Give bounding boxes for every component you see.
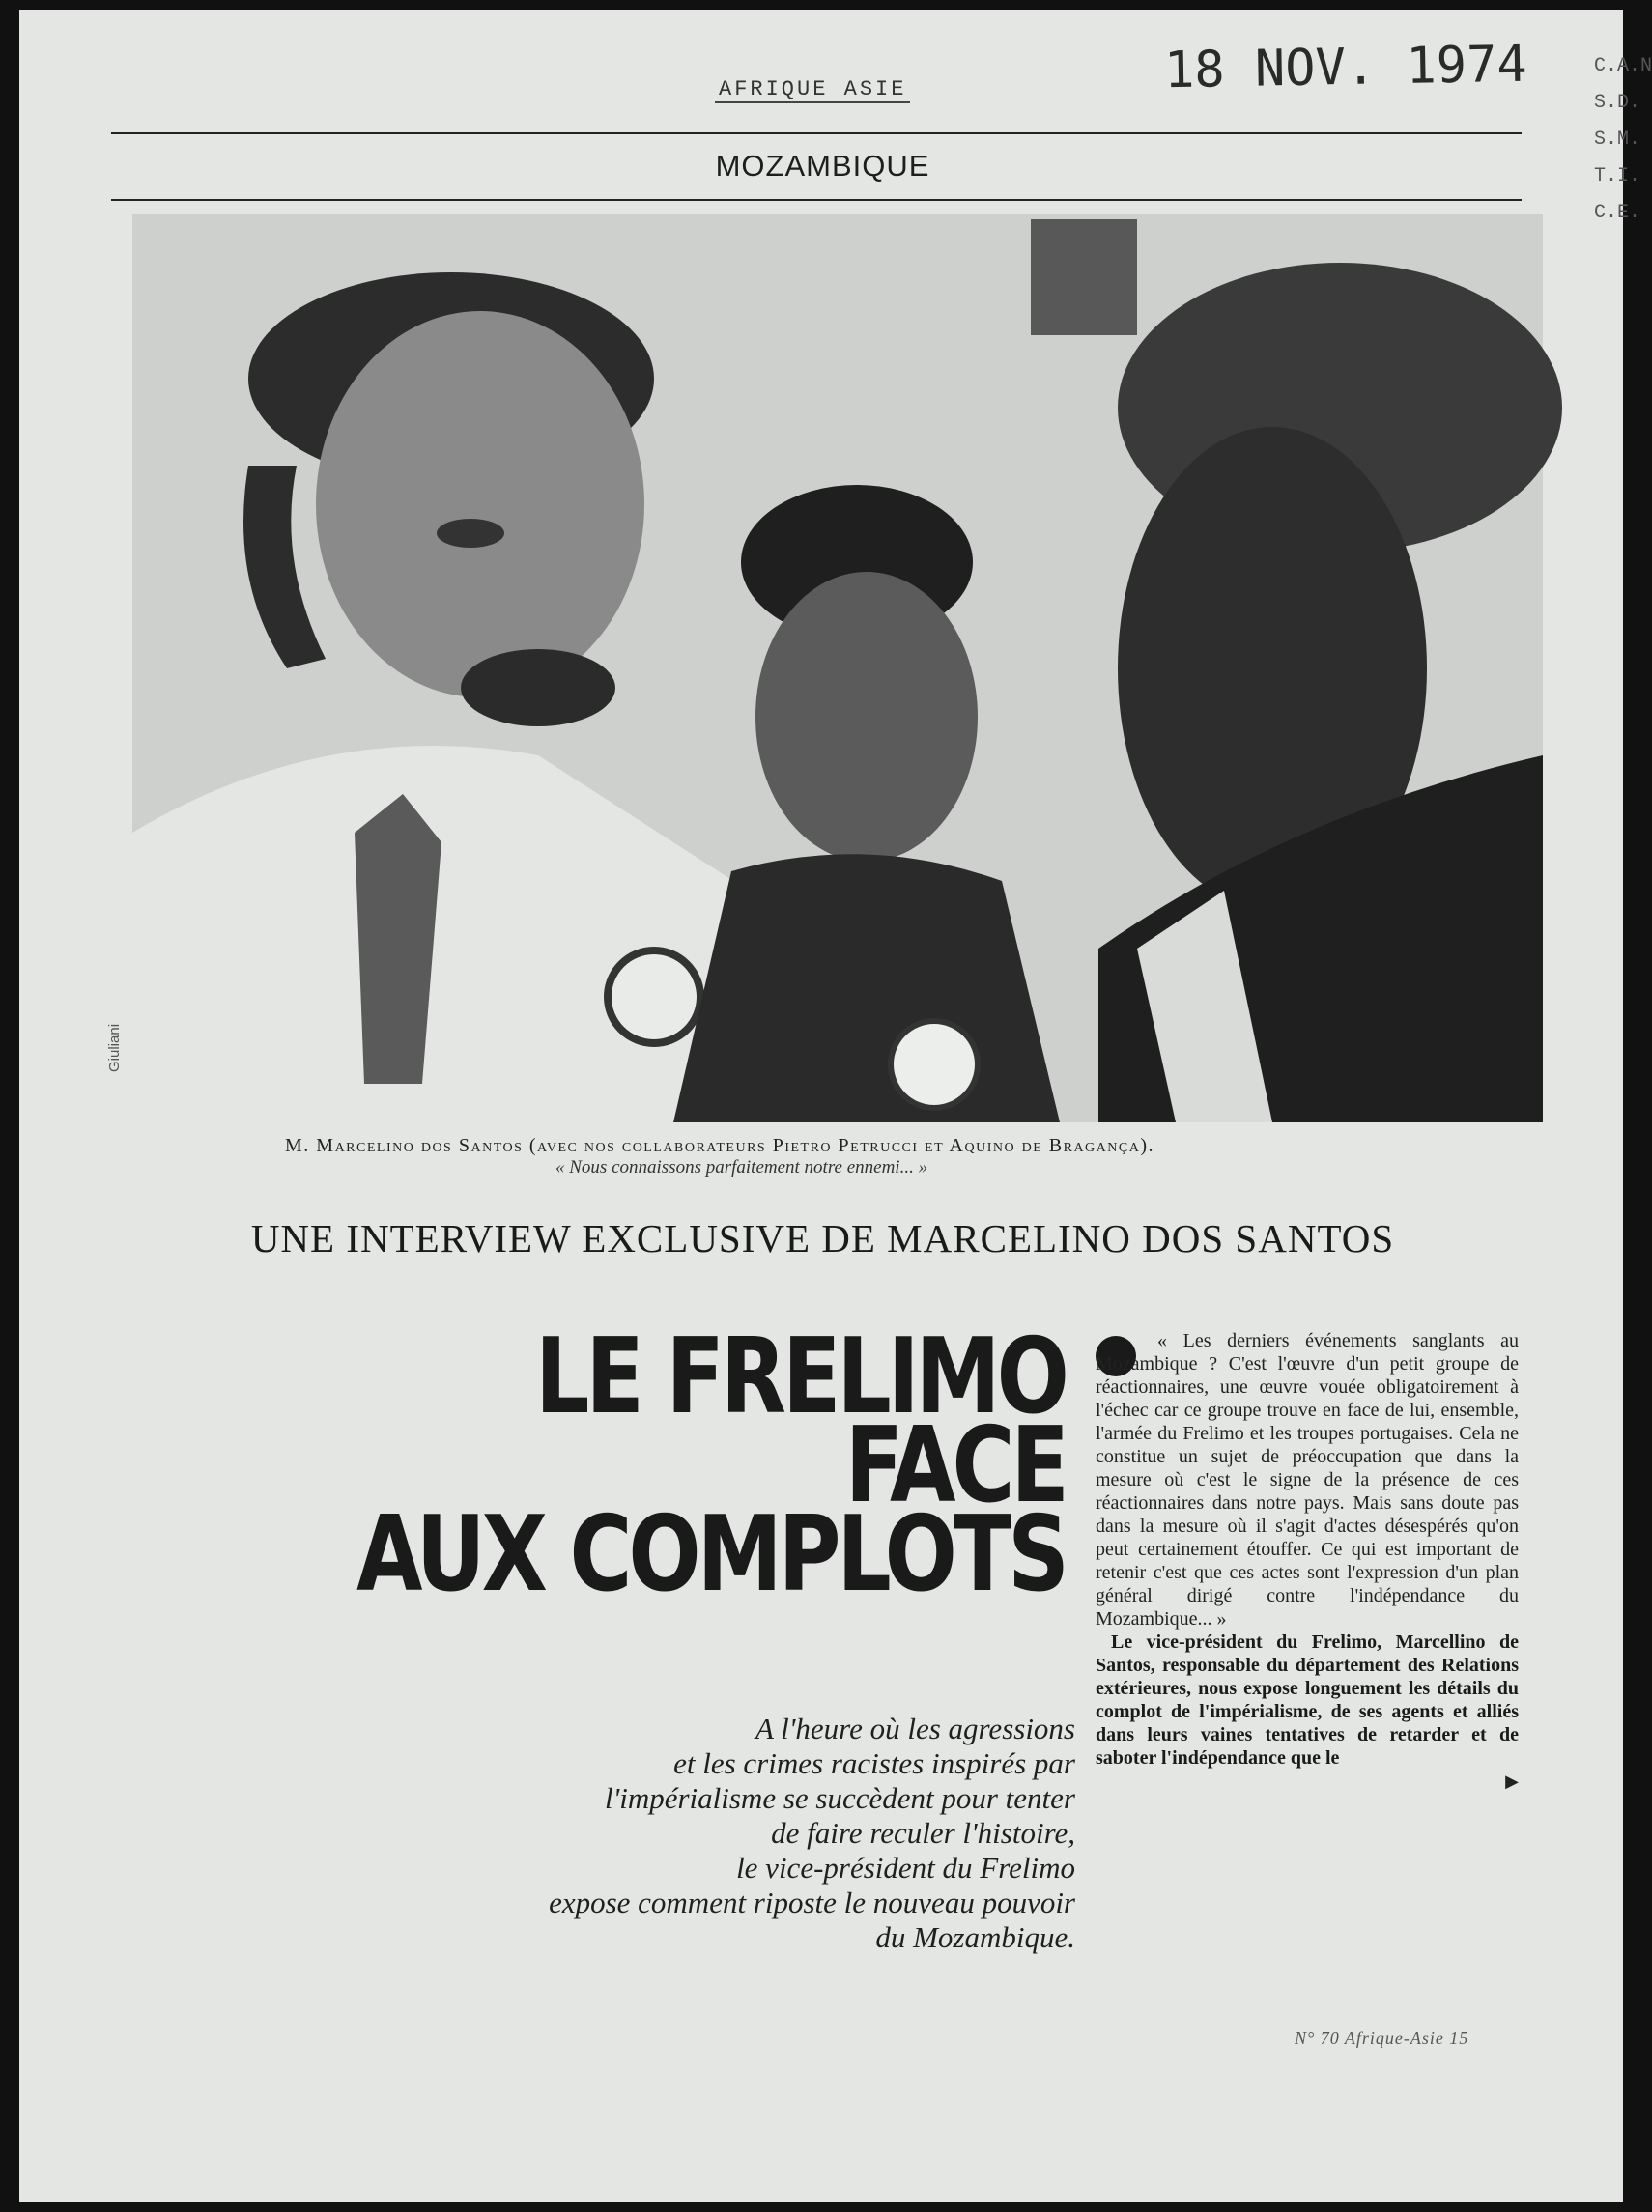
deck-line: de faire reculer l'histoire, xyxy=(771,1816,1075,1850)
date-stamp: 18 NOV. 1974 xyxy=(1163,35,1528,100)
headline xyxy=(356,1317,1066,1615)
deck-line: l'impérialisme se succèdent pour tenter xyxy=(604,1781,1075,1815)
margin-stamp-line: S.M. xyxy=(1594,128,1641,151)
margin-stamp-line: C.A.N xyxy=(1594,55,1652,77)
photo-credit: Giuliani xyxy=(106,1023,123,1072)
photo-caption: M. Marcelino dos Santos (avec nos collaborateurs Pietro Petrucci et Aquino de Bragança). xyxy=(285,1135,1154,1156)
section-rule-top xyxy=(111,132,1522,134)
deck-line: A l'heure où les agressions xyxy=(755,1712,1075,1745)
headline-line: LE FRELIMO xyxy=(535,1317,1066,1437)
photo xyxy=(132,214,1543,1122)
continue-arrow-icon: ▶ xyxy=(1505,1772,1519,1791)
lead-paragraph: Le vice-président du Frelimo, Marcellino de Santos, responsable du département des Relations extérieures, nous expose longuement les détails du complot de l'impérialisme, de ses agents et alliés dans leurs vaines tentatives de retarder et de saboter l'indépendance que le xyxy=(1096,1631,1519,1769)
section-rule-bottom xyxy=(111,199,1522,201)
deck-line: et les crimes racistes inspirés par xyxy=(673,1746,1075,1780)
margin-stamp-line: S.D. xyxy=(1594,92,1641,114)
section-title: MOZAMBIQUE xyxy=(715,149,930,183)
page-folio: N° 70 Afrique-Asie 15 xyxy=(1295,2028,1469,2048)
body-paragraph: « Les derniers événements sanglants au Mozambique ? C'est l'œuvre d'un petit groupe de réactionnaires, une œuvre vouée obligatoirement à l'échec car ce groupe trouve en face de lui, ensemble, l'armée du Frelimo et les troupes portugaises. Cela ne constitue un sujet de préoccupation que dans la mesure où c'est le signe de la présence de ces réactionnaires dans notre pays. Mais sans doute pas dans la mesure où il s'agit d'actes désespérés qu'on peut certainement étouffer. Ce qui est important de retenir c'est que ces actes sont l'expression d'un plan général dirigé contre l'indépendance du Mozambique... » xyxy=(1096,1330,1519,1630)
margin-stamp xyxy=(1594,48,1652,232)
margin-stamp-line: C.E. xyxy=(1594,202,1641,224)
deck xyxy=(549,1712,1075,1955)
margin-stamp-line: T.I. xyxy=(1594,165,1641,187)
deck-line: du Mozambique. xyxy=(875,1920,1075,1954)
deck-line: expose comment riposte le nouveau pouvoir xyxy=(549,1886,1075,1919)
photo-quote: « Nous connaissons parfaitement notre ennemi... » xyxy=(555,1157,928,1177)
headline-line: FACE xyxy=(845,1405,1066,1526)
photo-image xyxy=(132,214,1543,1122)
headline-line: AUX COMPLOTS xyxy=(356,1494,1066,1615)
publication-name: AFRIQUE ASIE xyxy=(715,77,910,103)
deck-line: le vice-président du Frelimo xyxy=(736,1851,1075,1885)
article-kicker: UNE INTERVIEW EXCLUSIVE DE MARCELINO DOS SANTOS xyxy=(250,1216,1395,1261)
body-column xyxy=(1096,1329,1519,1793)
